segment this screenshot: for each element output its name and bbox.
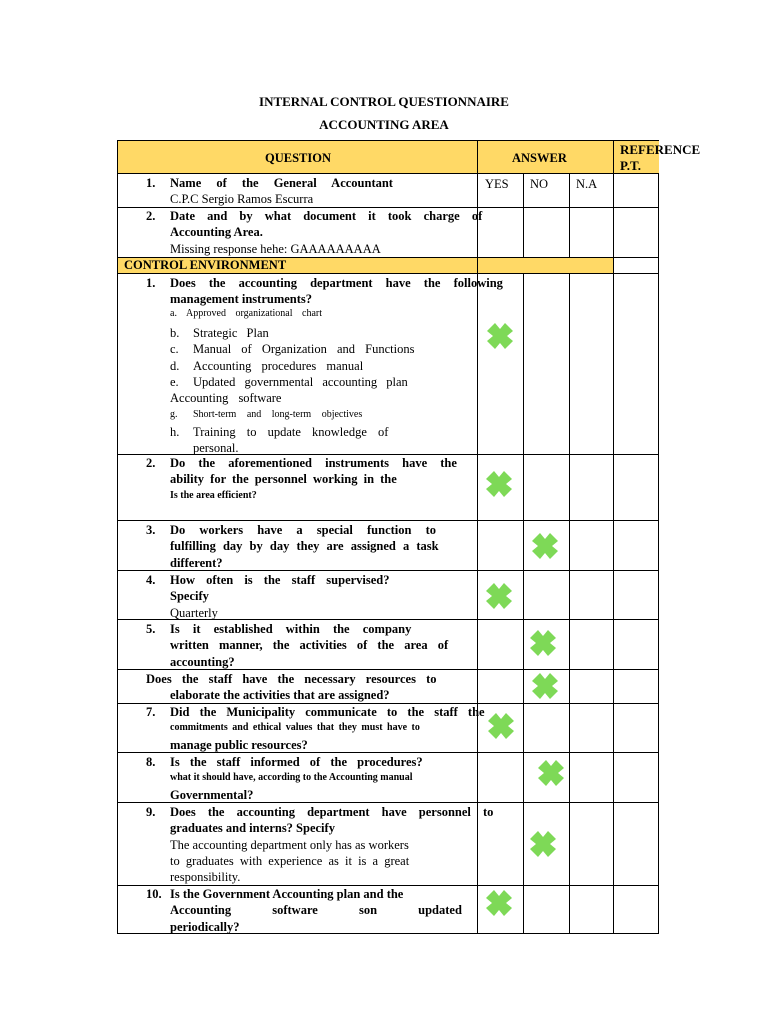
list-item — [170, 408, 414, 422]
table-border — [569, 273, 570, 934]
list-text: Updated governmental accounting plan — [193, 374, 408, 389]
table-border — [658, 173, 659, 934]
question-number: 1. — [146, 176, 156, 190]
answer-na: N.A — [576, 177, 598, 191]
question-text: Do the aforementioned instruments have the — [170, 456, 457, 470]
list-item — [170, 390, 414, 406]
question-number: 1. — [146, 276, 156, 290]
list-text: Strategic Plan — [193, 326, 269, 340]
list-item — [170, 374, 414, 390]
question-number: 8. — [146, 755, 156, 769]
check-mark-icon — [486, 322, 514, 350]
question-2 — [146, 208, 508, 257]
list-item — [170, 441, 414, 455]
question-number: 2. — [146, 456, 156, 470]
header-reference: REFERENCE — [620, 142, 701, 157]
check-mark-icon — [537, 759, 565, 787]
check-mark-icon — [485, 889, 513, 917]
question-number: 3. — [146, 523, 156, 537]
control-question-10 — [146, 886, 478, 935]
question-text: ability for the personnel working in the — [170, 472, 397, 487]
list-text: Manual of Organization and Functions — [193, 342, 415, 357]
document-subtitle: ACCOUNTING AREA — [319, 117, 449, 132]
question-answer: C.P.C Sergio Ramos Escurra — [170, 192, 314, 207]
list-label: b. — [170, 326, 180, 340]
list-text: Training to update knowledge of — [193, 425, 389, 440]
control-question-8 — [146, 754, 508, 803]
table-border — [523, 173, 524, 258]
question-answer: responsibility. — [170, 870, 241, 885]
list-label — [170, 441, 193, 455]
question-1 — [146, 175, 508, 208]
question-text: Do workers have a special function to — [170, 523, 436, 537]
question-number: 9. — [146, 805, 156, 819]
check-mark-icon — [531, 672, 559, 700]
question-number: 2. — [146, 209, 156, 223]
answer-no: NO — [530, 177, 549, 191]
question-text: Date and by what document it took charge of — [170, 209, 483, 223]
check-mark-icon — [531, 532, 559, 560]
control-question-9 — [146, 804, 508, 885]
question-text: Did the Municipality communicate to the staff the — [170, 705, 485, 719]
question-text: written manner, the activities of the area of — [170, 638, 449, 653]
list-text: Accounting software — [170, 391, 282, 406]
question-text: Is it established within the company — [170, 622, 412, 636]
question-text: accounting? — [170, 654, 235, 669]
check-mark-icon — [485, 470, 513, 498]
question-text: manage public resources? — [170, 737, 308, 752]
control-question-3 — [146, 522, 478, 571]
list-item — [170, 307, 414, 321]
header-question: QUESTION — [265, 151, 331, 165]
list-label: a. — [170, 308, 177, 319]
header-fill — [118, 140, 659, 173]
list-text: Accounting procedures manual — [193, 358, 364, 373]
table-border — [117, 273, 659, 274]
question-text: periodically? — [170, 919, 240, 934]
table-border — [613, 140, 614, 934]
question-text: Accounting software son updated — [170, 903, 462, 918]
question-text: Is the Government Accounting plan and the — [170, 887, 404, 901]
check-mark-icon — [529, 629, 557, 657]
question-text: How often is the staff supervised? — [170, 573, 390, 587]
question-text: Does the accounting department have the following — [170, 276, 503, 290]
check-mark-icon — [487, 712, 515, 740]
list-item — [170, 424, 414, 440]
table-border — [117, 140, 118, 934]
list-text: personal. — [193, 440, 239, 455]
question-text: graduates and interns? Specify — [170, 821, 335, 836]
question-text: what it should have, according to the Accounting manual — [170, 772, 413, 784]
header-answer: ANSWER — [512, 151, 567, 165]
question-text: Does the staff have the necessary resources to — [146, 672, 437, 686]
check-mark-icon — [485, 582, 513, 610]
control-question-5 — [146, 621, 478, 670]
section-control-environment: CONTROL ENVIRONMENT — [124, 258, 287, 272]
question-text: Name of the General Accountant — [170, 176, 393, 190]
document-title: INTERNAL CONTROL QUESTIONNAIRE — [259, 94, 509, 109]
answer-yes: YES — [485, 177, 509, 191]
question-answer: Quarterly — [170, 605, 218, 620]
question-text: commitments and ethical values that they must have to — [170, 722, 420, 734]
control-question-1 — [146, 275, 508, 308]
question-text: Specify — [170, 589, 209, 604]
question-answer: The accounting department only has as workers — [170, 837, 409, 852]
control-question-7 — [146, 704, 508, 753]
list-label: e. — [170, 374, 179, 389]
question-text: fulfilling day by day they are assigned a task — [170, 539, 439, 554]
list-label: c. — [170, 342, 179, 357]
question-text: Governmental? — [170, 787, 254, 802]
question-text: elaborate the activities that are assigned? — [170, 688, 390, 703]
table-border — [117, 140, 659, 141]
question-text: Does the accounting department have personnel to — [170, 805, 494, 819]
question-text: Is the staff informed of the procedures? — [170, 755, 423, 769]
question-answer: to graduates with experience as it is a great — [170, 853, 410, 868]
table-border — [117, 520, 659, 521]
control-question-2 — [146, 455, 478, 504]
question-text: different? — [170, 555, 223, 570]
list-label: d. — [170, 358, 180, 373]
header-reference-pt: P.T. — [620, 158, 641, 173]
question-number: 5. — [146, 622, 156, 636]
check-mark-icon — [529, 830, 557, 858]
list-label: h. — [170, 425, 180, 440]
list-item — [170, 341, 414, 357]
question-answer: Missing response hehe: GAAAAAAAAA — [170, 241, 381, 256]
question-number: 10. — [146, 887, 162, 901]
instrument-list — [170, 307, 414, 455]
control-question-6 — [146, 671, 478, 704]
question-text: management instruments? — [170, 292, 313, 307]
list-label: g. — [170, 409, 178, 421]
control-question-4 — [146, 572, 478, 621]
question-number: 7. — [146, 705, 156, 719]
list-text: Approved organizational chart — [186, 308, 322, 319]
list-text: Short-term and long-term objectives — [193, 409, 363, 421]
question-text: Accounting Area. — [170, 225, 263, 240]
table-border — [523, 273, 524, 934]
list-item — [170, 325, 414, 341]
list-item — [170, 358, 414, 374]
question-text: Is the area efficient? — [170, 489, 257, 501]
table-border — [117, 173, 659, 174]
question-number: 4. — [146, 573, 156, 587]
table-border — [569, 173, 570, 258]
